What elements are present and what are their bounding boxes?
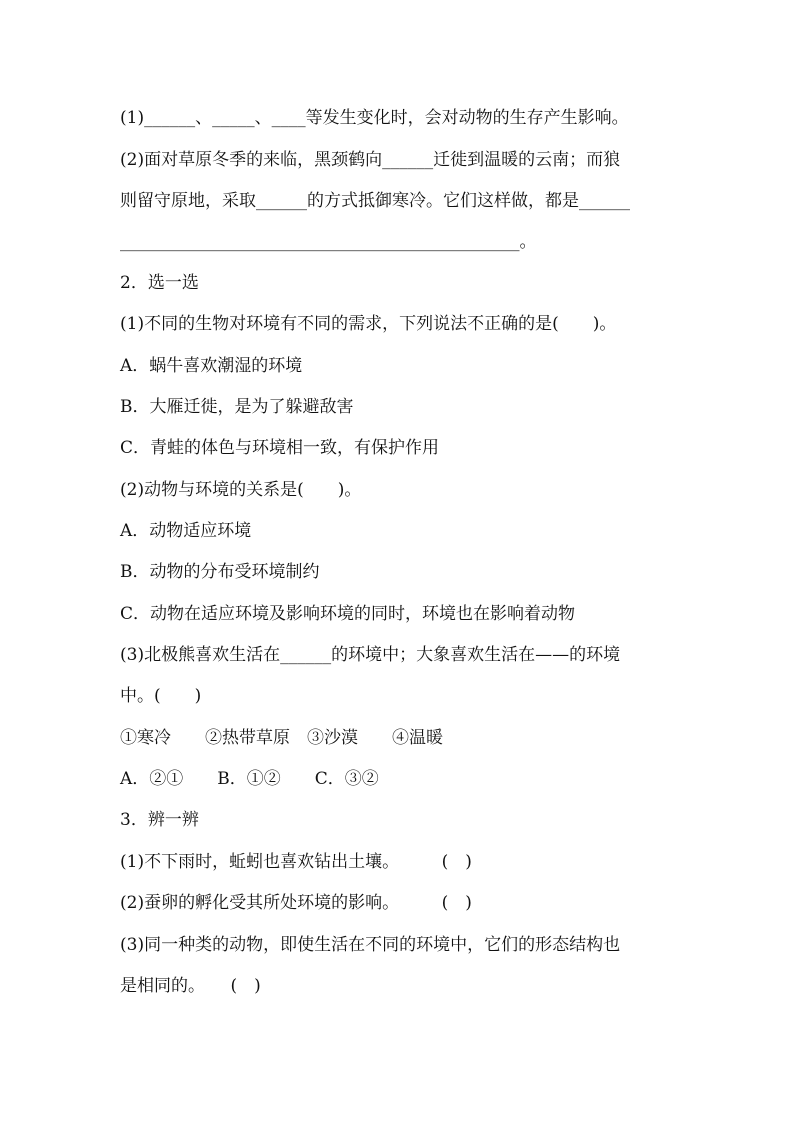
choice-question-2-option-b: B．动物的分布受环境制约 [120,562,320,582]
choice-question-3-line-1: (3)北极熊喜欢生活在______的环境中；大象喜欢生活在——的环境 [120,645,621,665]
fill-question-2-line-2: 则留守原地，采取______的方式抵御寒冷。它们这样做，都是______ [120,191,630,211]
choice-question-3-line-2: 中。( ) [120,686,202,706]
section-3-heading: 3．辨一辨 [120,810,199,830]
choice-question-1: (1)不同的生物对环境有不同的需求，下列说法不正确的是( )。 [120,314,617,334]
judge-question-1: (1)不下雨时，蚯蚓也喜欢钻出土壤。 ( ) [120,852,472,872]
fill-question-2-line-1: (2)面对草原冬季的来临，黑颈鹤向______迁徙到温暖的云南；而狼 [120,150,621,170]
choice-question-1-option-a: A．蜗牛喜欢潮湿的环境 [120,356,303,376]
choice-question-2-option-a: A．动物适应环境 [120,521,252,541]
section-2-heading: 2．选一选 [120,273,199,293]
choice-question-3-options: A．②① B．①② C．③② [120,769,379,789]
fill-question-2-line-3: _______________________________________________。 [120,232,537,252]
choice-question-1-option-b: B．大雁迁徙，是为了躲避敌害 [120,397,354,417]
fill-question-1: (1)______、_____、____等发生变化时，会对动物的生存产生影响。 [120,108,629,128]
judge-question-2: (2)蚕卵的孵化受其所处环境的影响。 ( ) [120,893,472,913]
choice-question-2-option-c: C．动物在适应环境及影响环境的同时，环境也在影响着动物 [120,604,576,624]
choice-question-3-items: ①寒冷 ②热带草原 ③沙漠 ④温暖 [120,728,443,748]
choice-question-1-option-c: C．青蛙的体色与环境相一致，有保护作用 [120,438,440,458]
judge-question-3-line-1: (3)同一种类的动物，即使生活在不同的环境中，它们的形态结构也 [120,935,621,955]
choice-question-2: (2)动物与环境的关系是( )。 [120,480,362,500]
judge-question-3-line-2: 是相同的。 ( ) [120,976,261,996]
